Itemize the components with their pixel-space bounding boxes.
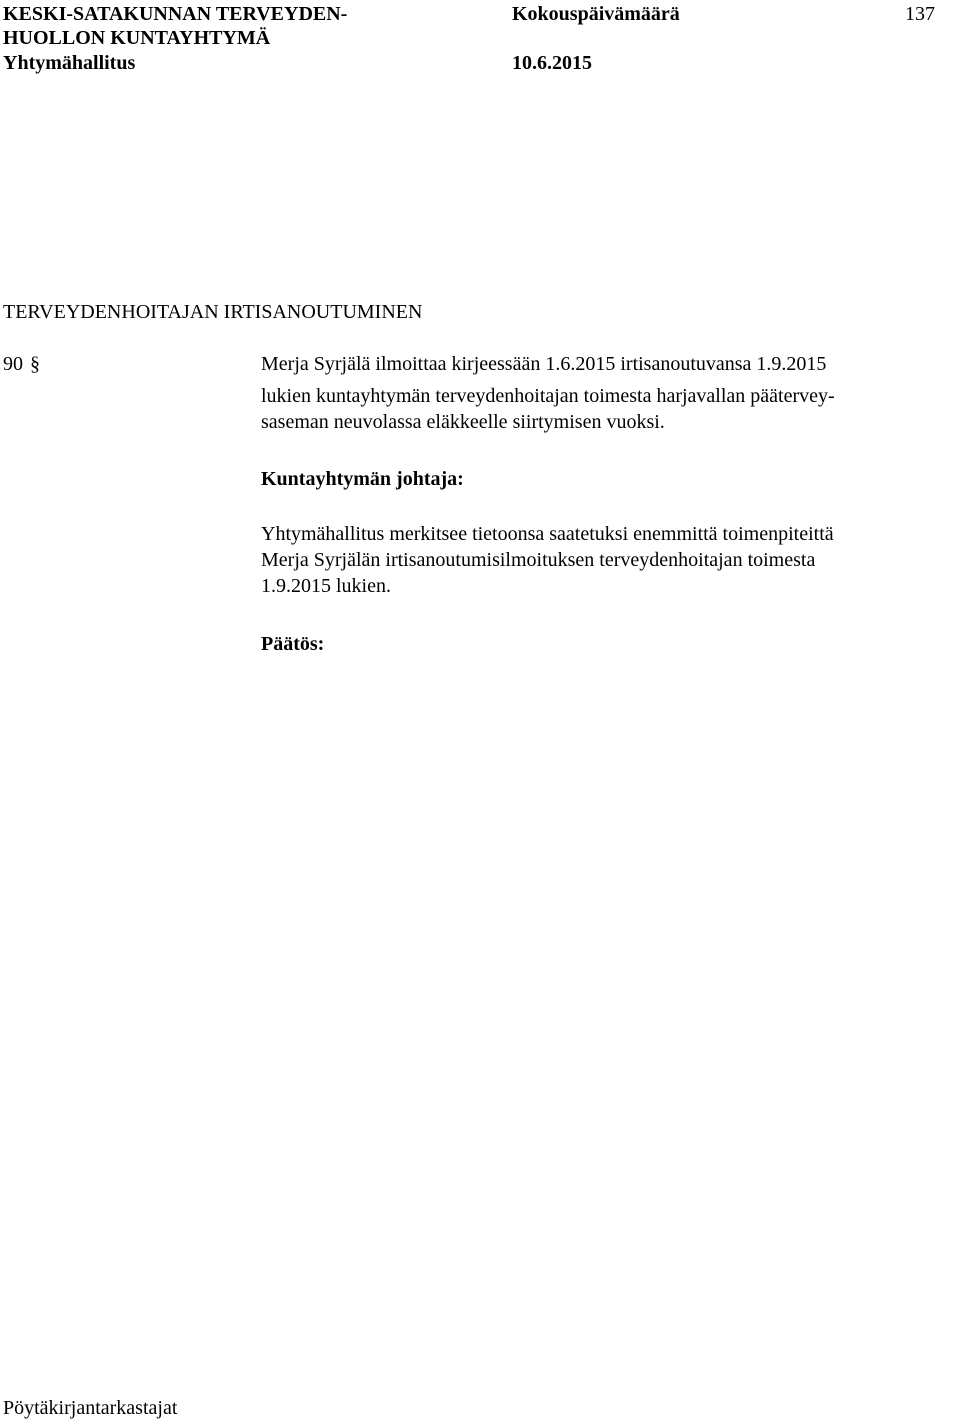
decision-heading: Päätös:: [261, 633, 325, 655]
body-text-line-3: saseman neuvolassa eläkkeelle siirtymisen vuoksi.: [261, 411, 665, 433]
body-text-line-2: lukien kuntayhtymän terveydenhoitajan toimesta harjavallan päätervey-: [261, 385, 835, 407]
proposal-text-line-1: Yhtymähallitus merkitsee tietoonsa saatetuksi enemmittä toimenpiteittä: [261, 523, 834, 545]
body-text-line-1: Merja Syrjälä ilmoittaa kirjeessään 1.6.2015 irtisanoutuvansa 1.9.2015: [261, 353, 827, 375]
organization-name-line-2: HUOLLON KUNTAYHTYMÄ: [3, 27, 271, 49]
section-mark: §: [30, 353, 40, 375]
meeting-date: 10.6.2015: [512, 52, 592, 74]
organization-name-line-1: KESKI-SATAKUNNAN TERVEYDEN-: [3, 3, 348, 25]
section-number: 90: [3, 353, 23, 375]
proposal-text-line-2: Merja Syrjälän irtisanoutumisilmoituksen terveydenhoitajan toimesta: [261, 549, 816, 571]
proposal-heading: Kuntayhtymän johtaja:: [261, 468, 464, 490]
footer-label: Pöytäkirjantarkastajat: [3, 1397, 178, 1419]
board-name: Yhtymähallitus: [3, 52, 136, 74]
page-number: 137: [905, 3, 935, 25]
section-title: TERVEYDENHOITAJAN IRTISANOUTUMINEN: [3, 301, 423, 323]
proposal-text-line-3: 1.9.2015 lukien.: [261, 575, 391, 597]
document-type: Kokouspäivämäärä: [512, 3, 680, 25]
